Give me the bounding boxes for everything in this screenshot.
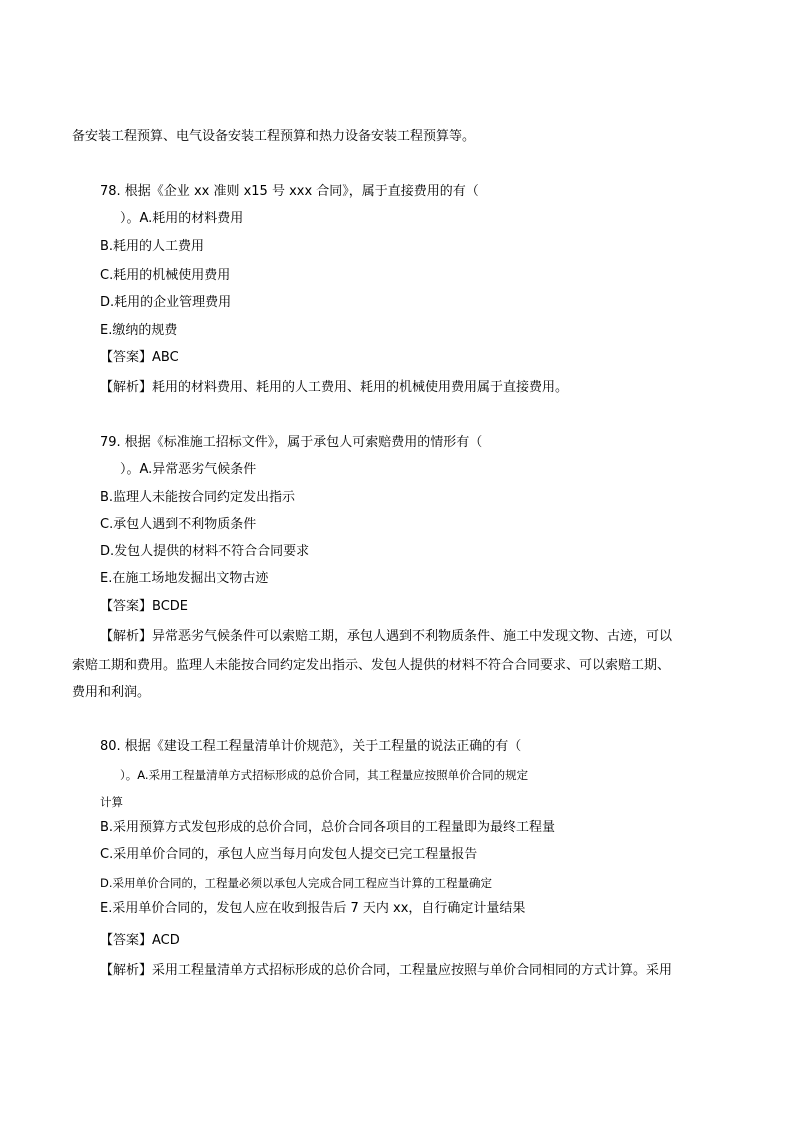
question-79-option-c: C.承包人遇到不利物质条件 <box>100 517 257 532</box>
question-80-option-e: E.采用单价合同的，发包人应在收到报告后 7 天内 xx，自行确定计量结果 <box>100 901 526 916</box>
question-78-option-d: D.耗用的企业管理费用 <box>100 295 232 310</box>
question-78-option-c: C.耗用的机械使用费用 <box>100 268 231 283</box>
analysis-label: 【解析】 <box>100 963 153 978</box>
question-78-option-b: B.耗用的人工费用 <box>100 239 205 254</box>
question-80-option-b: B.采用预算方式发包形成的总价合同，总价合同各项目的工程量即为最终工程量 <box>100 820 556 835</box>
question-80-answer <box>100 933 180 949</box>
question-79-option-a: ）。A.异常恶劣气候条件 <box>120 462 257 477</box>
question-80-option-a-cont: 计算 <box>100 795 123 809</box>
question-78-answer <box>100 350 179 366</box>
question-78-analysis <box>100 380 568 396</box>
question-79-stem: 79. 根据《标准施工招标文件》，属于承包人可索赔费用的情形有（ <box>100 435 483 450</box>
question-79-analysis-line-2: 索赔工期和费用。监理人未能按合同约定发出指示、发包人提供的材料不符合合同要求、可以索赔工期、 <box>72 658 671 673</box>
analysis-label: 【解析】 <box>100 380 153 395</box>
answer-value: ABC <box>152 350 179 365</box>
answer-label: 【答案】 <box>100 599 153 614</box>
analysis-label: 【解析】 <box>100 629 153 644</box>
question-79-answer <box>100 599 188 615</box>
answer-label: 【答案】 <box>100 350 153 365</box>
question-79-option-d: D.发包人提供的材料不符合合同要求 <box>100 544 310 559</box>
answer-value: BCDE <box>152 599 189 614</box>
answer-value: ACD <box>152 933 180 948</box>
analysis-text: 耗用的材料费用、耗用的人工费用、耗用的机械使用费用属于直接费用。 <box>152 380 569 395</box>
intro-line: 备安装工程预算、电气设备安装工程预算和热力设备安装工程预算等。 <box>72 129 476 144</box>
question-79-analysis-line-3: 费用和利润。 <box>72 685 151 700</box>
question-79-option-e: E.在施工场地发掘出文物古迹 <box>100 571 269 586</box>
question-80-option-d: D.采用单价合同的，工程量必须以承包人完成合同工程应当计算的工程量确定 <box>100 876 493 890</box>
question-80-option-a: ）。A.采用工程量清单方式招标形成的总价合同，其工程量应按照单价合同的规定 <box>120 768 529 782</box>
answer-label: 【答案】 <box>100 933 153 948</box>
question-78-stem: 78. 根据《企业 xx 准则 x15 号 xxx 合同》，属于直接费用的有（ <box>100 184 479 199</box>
question-79-analysis-line-1 <box>100 629 672 645</box>
question-80-option-c: C.采用单价合同的，承包人应当每月向发包人提交已完工程量报告 <box>100 847 478 862</box>
question-78-option-a: ）。A.耗用的材料费用 <box>120 211 244 226</box>
question-79-option-b: B.监理人未能按合同约定发出指示 <box>100 490 296 505</box>
analysis-text: 异常恶劣气候条件可以索赔工期，承包人遇到不利物质条件、施工中发现文物、古迹，可以 <box>152 629 673 644</box>
question-78-option-e: E.缴纳的规费 <box>100 323 178 338</box>
analysis-text: 采用工程量清单方式招标形成的总价合同，工程量应按照与单价合同相同的方式计算。采用 <box>152 963 673 978</box>
question-80-stem: 80. 根据《建设工程工程量清单计价规范》，关于工程量的说法正确的有（ <box>100 739 522 754</box>
question-80-analysis <box>100 963 672 979</box>
